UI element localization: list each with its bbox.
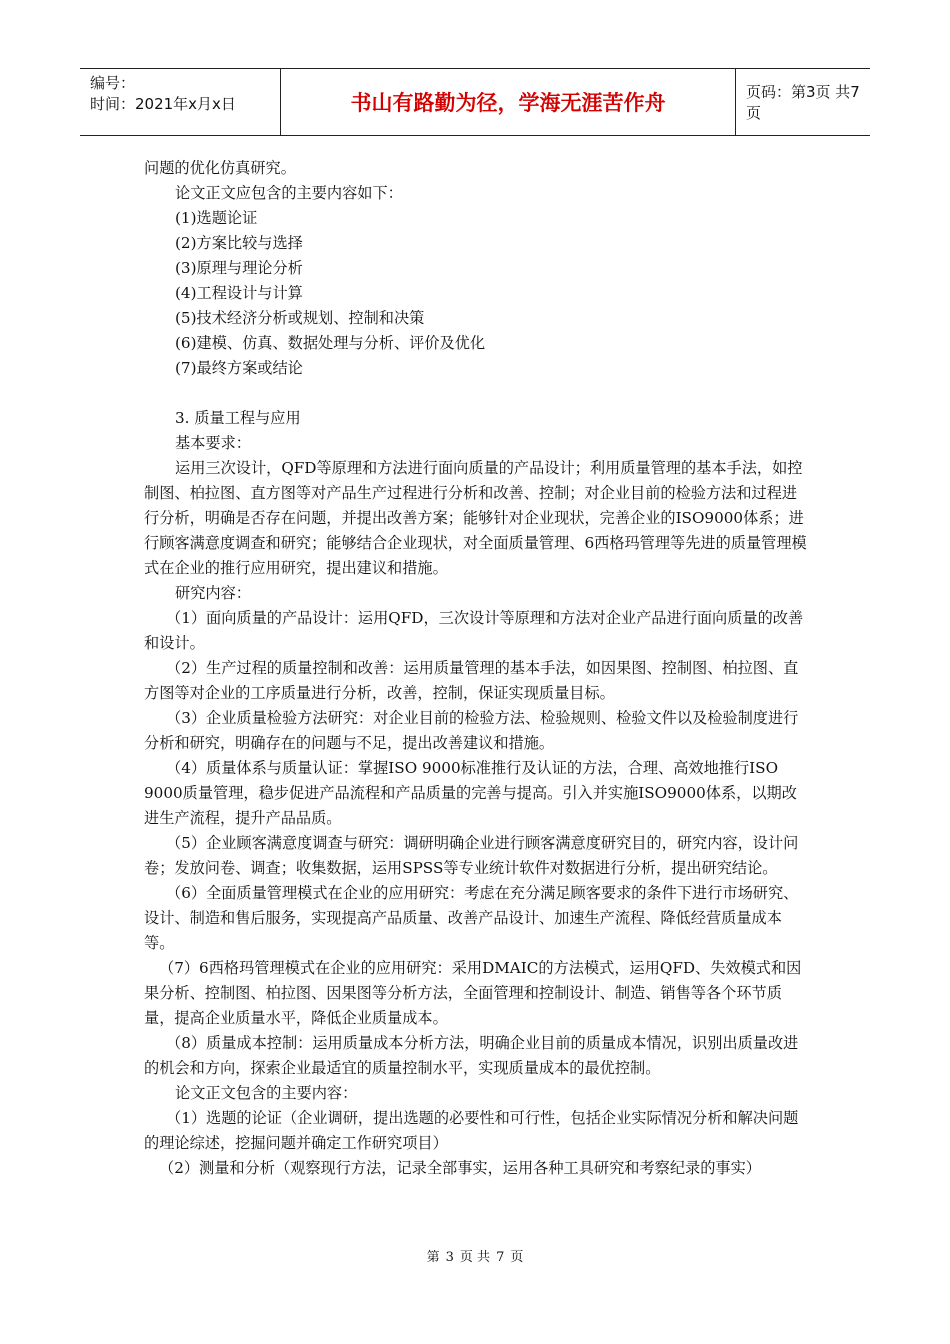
document-date-label: 时间：2021年x月x日 [90,95,236,113]
list-item: (5)技术经济分析或规划、控制和决策 [175,309,425,327]
list-item: (7)最终方案或结论 [175,359,303,377]
list-item: （6）全面质量管理模式在企业的应用研究：考虑在充分满足顾客要求的条件下进行市场研究、设计、制造和售后服务，实现提高产品质量、改善产品设计、加速生产流程、降低经营质量成本等。 [144,884,799,952]
paragraph: 运用三次设计，QFD等原理和方法进行面向质量的产品设计；利用质量管理的基本手法，如控制图、柏拉图、直方图等对产品生产过程进行分析和改善、控制；对企业目前的检验方法和过程进行分析，明确是否存在问题，并提出改善方案；能够针对企业现状，完善企业的ISO9000体系；进行顾客满意度调查和研究；能够结合企业现状，对全面质量管理、6西格玛管理等先进的质量管理模式在企业的推行应用研究，提出建议和措施。 [144,459,807,577]
list-item: (2)方案比较与选择 [175,234,303,252]
list-item: （8）质量成本控制：运用质量成本分析方法，明确企业目前的质量成本情况，识别出质量改进的机会和方向，探索企业最适宜的质量控制水平，实现质量成本的最优控制。 [144,1034,799,1077]
page-header [80,68,870,136]
list-item: （4）质量体系与质量认证：掌握ISO 9000标准推行及认证的方法，合理、高效地推行ISO 9000质量管理，稳步促进产品流程和产品质量的完善与提高。引入并实施ISO9000体系，以期改进生产流程，提升产品品质。 [144,759,797,827]
list-item: （3）企业质量检验方法研究：对企业目前的检验方法、检验规则、检验文件以及检验制度进行分析和研究，明确存在的问题与不足，提出改善建议和措施。 [144,709,799,752]
subheading: 研究内容： [175,584,251,602]
list-item: （2）测量和分析（观察现行方法，记录全部事实，运用各种工具研究和考察纪录的事实） [159,1159,761,1177]
subheading: 论文正文包含的主要内容： [175,1084,358,1102]
header-motto: 书山有路勤为径，学海无涯苦作舟 [281,69,736,135]
footer-middle: 页 共 [459,1250,491,1265]
spacer [144,381,808,406]
header-left-cell [80,69,281,135]
list-item: （5）企业顾客满意度调查与研究：调研明确企业进行顾客满意度研究目的，研究内容，设计问卷；发放问卷、调查；收集数据，运用SPSS等专业统计软件对数据进行分析，提出研究结论。 [144,834,799,877]
footer-page-number: 3 [445,1250,454,1265]
document-body [144,156,808,1181]
paragraph: 问题的优化仿真研究。 [144,159,296,177]
paragraph: 论文正文应包含的主要内容如下： [175,184,403,202]
list-item: (3)原理与理论分析 [175,259,303,277]
footer-prefix: 第 [426,1250,440,1265]
list-item: （7）6西格玛管理模式在企业的应用研究：采用DMAIC的方法模式，运用QFD、失效模式和因果分析、控制图、柏拉图、因果图等分析方法，全面管理和控制设计、制造、销售等各个环节质量，提高企业质量水平，降低企业质量成本。 [144,959,802,1027]
list-item: （2）生产过程的质量控制和改善：运用质量管理的基本手法，如因果图、控制图、柏拉图、直方图等对企业的工序质量进行分析，改善，控制，保证实现质量目标。 [144,659,799,702]
header-page-label: 页码：第3页 共7页 [746,83,860,122]
document-number-label: 编号： [90,74,136,92]
subheading: 基本要求： [175,434,251,452]
list-item: (1)选题论证 [175,209,258,227]
list-item: (6)建模、仿真、数据处理与分析、评价及优化 [175,334,486,352]
list-item: (4)工程设计与计算 [175,284,303,302]
page-footer [0,1246,950,1265]
list-item: （1）面向质量的产品设计：运用QFD，三次设计等原理和方法对企业产品进行面向质量的改善和设计。 [144,609,804,652]
list-item: （1）选题的论证（企业调研，提出选题的必要性和可行性，包括企业实际情况分析和解决问题的理论综述，挖掘问题并确定工作研究项目） [144,1109,799,1152]
footer-suffix: 页 [510,1250,524,1265]
footer-page-total: 7 [496,1250,505,1265]
section-heading: 3. 质量工程与应用 [175,409,301,427]
